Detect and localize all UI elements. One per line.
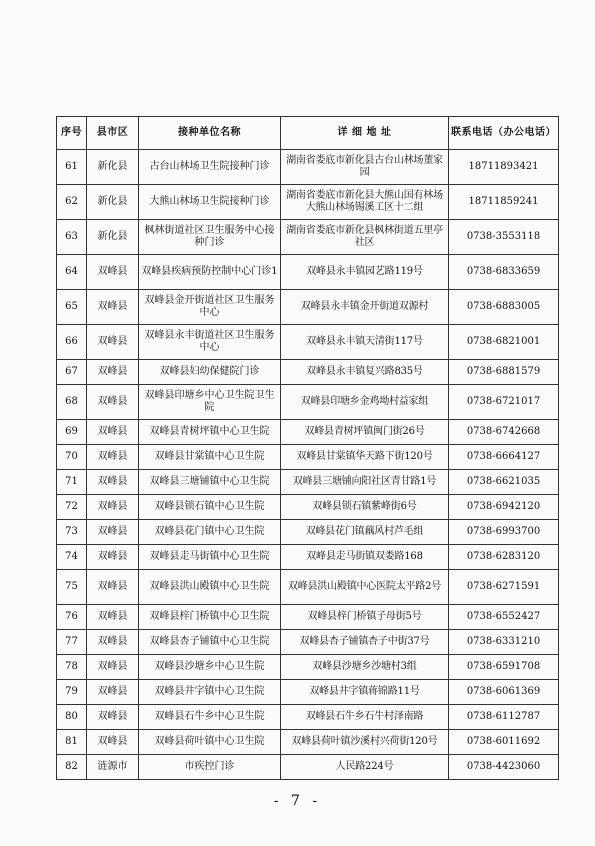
serial-no-cell: 64 bbox=[57, 255, 87, 290]
phone-cell: 0738-6331210 bbox=[449, 630, 559, 655]
table-row bbox=[57, 445, 559, 470]
serial-no-cell: 77 bbox=[57, 630, 87, 655]
header-unit-name: 接种单位名称 bbox=[139, 117, 281, 150]
address-cell: 双峰县印塘乡金鸡坳村益家组 bbox=[281, 385, 449, 420]
serial-no-cell: 81 bbox=[57, 730, 87, 755]
table-row bbox=[57, 470, 559, 495]
address-cell: 双峰县锁石镇紫峰街6号 bbox=[281, 495, 449, 520]
phone-cell: 0738-4423060 bbox=[449, 755, 559, 780]
county-cell: 双峰县 bbox=[87, 385, 139, 420]
address-cell: 湖南省娄底市新化县大熊山国有林场大熊山林场锡溪工区十二组 bbox=[281, 185, 449, 220]
phone-cell: 0738-6821001 bbox=[449, 325, 559, 360]
county-cell: 新化县 bbox=[87, 220, 139, 255]
serial-no-cell: 66 bbox=[57, 325, 87, 360]
unit-name-cell: 市疾控门诊 bbox=[139, 755, 281, 780]
address-cell: 双峰县永丰镇复兴路835号 bbox=[281, 360, 449, 385]
county-cell: 双峰县 bbox=[87, 605, 139, 630]
serial-no-cell: 65 bbox=[57, 290, 87, 325]
unit-name-cell: 双峰县井字镇中心卫生院 bbox=[139, 680, 281, 705]
county-cell: 双峰县 bbox=[87, 705, 139, 730]
phone-cell: 0738-6271591 bbox=[449, 570, 559, 605]
table-row bbox=[57, 255, 559, 290]
table-row bbox=[57, 545, 559, 570]
serial-no-cell: 71 bbox=[57, 470, 87, 495]
unit-name-cell: 双峰县金开街道社区卫生服务中心 bbox=[139, 290, 281, 325]
county-cell: 双峰县 bbox=[87, 325, 139, 360]
table-body bbox=[57, 150, 559, 780]
phone-cell: 0738-6664127 bbox=[449, 445, 559, 470]
table-row bbox=[57, 520, 559, 545]
unit-name-cell: 双峰县杏子铺镇中心卫生院 bbox=[139, 630, 281, 655]
table-row bbox=[57, 185, 559, 220]
phone-cell: 0738-6993700 bbox=[449, 520, 559, 545]
unit-name-cell: 双峰县花门镇中心卫生院 bbox=[139, 520, 281, 545]
unit-name-cell: 双峰县锁石镇中心卫生院 bbox=[139, 495, 281, 520]
table-row bbox=[57, 705, 559, 730]
table-row bbox=[57, 755, 559, 780]
phone-cell: 18711859241 bbox=[449, 185, 559, 220]
county-cell: 双峰县 bbox=[87, 470, 139, 495]
address-cell: 双峰县花门镇藕风村芦毛组 bbox=[281, 520, 449, 545]
address-cell: 双峰县永丰镇园艺路119号 bbox=[281, 255, 449, 290]
county-cell: 双峰县 bbox=[87, 520, 139, 545]
unit-name-cell: 双峰县永丰街道社区卫生服务中心 bbox=[139, 325, 281, 360]
table-row bbox=[57, 680, 559, 705]
table-row bbox=[57, 360, 559, 385]
serial-no-cell: 62 bbox=[57, 185, 87, 220]
serial-no-cell: 78 bbox=[57, 655, 87, 680]
address-cell: 双峰县永丰镇天清街117号 bbox=[281, 325, 449, 360]
address-cell: 双峰县走马街镇双娄路168 bbox=[281, 545, 449, 570]
serial-no-cell: 63 bbox=[57, 220, 87, 255]
phone-cell: 0738-6883005 bbox=[449, 290, 559, 325]
phone-cell: 0738-6942120 bbox=[449, 495, 559, 520]
phone-cell: 0738-6112787 bbox=[449, 705, 559, 730]
address-cell: 湖南省娄底市新化县枫林街道五里亭社区 bbox=[281, 220, 449, 255]
address-cell: 双峰县三塘铺向阳社区青甘路1号 bbox=[281, 470, 449, 495]
address-cell: 双峰县永丰镇金开街道双源村 bbox=[281, 290, 449, 325]
unit-name-cell: 双峰县疾病预防控制中心门诊1 bbox=[139, 255, 281, 290]
unit-name-cell: 大熊山林场卫生院接种门诊 bbox=[139, 185, 281, 220]
serial-no-cell: 69 bbox=[57, 420, 87, 445]
header-address: 详 细 地 址 bbox=[281, 117, 449, 150]
county-cell: 双峰县 bbox=[87, 730, 139, 755]
unit-name-cell: 双峰县三塘铺镇中心卫生院 bbox=[139, 470, 281, 495]
unit-name-cell: 双峰县青树坪镇中心卫生院 bbox=[139, 420, 281, 445]
phone-cell: 0738-6011692 bbox=[449, 730, 559, 755]
unit-name-cell: 古台山林场卫生院接种门诊 bbox=[139, 150, 281, 185]
phone-cell: 0738-6881579 bbox=[449, 360, 559, 385]
serial-no-cell: 68 bbox=[57, 385, 87, 420]
county-cell: 双峰县 bbox=[87, 360, 139, 385]
table-row bbox=[57, 605, 559, 630]
serial-no-cell: 61 bbox=[57, 150, 87, 185]
county-cell: 双峰县 bbox=[87, 420, 139, 445]
county-cell: 双峰县 bbox=[87, 570, 139, 605]
address-cell: 湖南省娄底市新化县古台山林场董家园 bbox=[281, 150, 449, 185]
phone-cell: 0738-6552427 bbox=[449, 605, 559, 630]
county-cell: 双峰县 bbox=[87, 630, 139, 655]
address-cell: 双峰县青树坪镇闽门街26号 bbox=[281, 420, 449, 445]
address-cell: 双峰县井字镇蒋锦路11号 bbox=[281, 680, 449, 705]
table-row bbox=[57, 730, 559, 755]
address-cell: 双峰县梓门桥镇子母街5号 bbox=[281, 605, 449, 630]
table-row bbox=[57, 150, 559, 185]
unit-name-cell: 双峰县印塘乡中心卫生院卫生院 bbox=[139, 385, 281, 420]
address-cell: 双峰县洪山殿镇中心医院太平路2号 bbox=[281, 570, 449, 605]
table-row bbox=[57, 570, 559, 605]
county-cell: 新化县 bbox=[87, 150, 139, 185]
table-row bbox=[57, 495, 559, 520]
phone-cell: 0738-6833659 bbox=[449, 255, 559, 290]
phone-cell: 0738-6721017 bbox=[449, 385, 559, 420]
serial-no-cell: 82 bbox=[57, 755, 87, 780]
address-cell: 人民路224号 bbox=[281, 755, 449, 780]
address-cell: 双峰县荷叶镇沙溪村兴荷街120号 bbox=[281, 730, 449, 755]
county-cell: 新化县 bbox=[87, 185, 139, 220]
serial-no-cell: 67 bbox=[57, 360, 87, 385]
unit-name-cell: 双峰县梓门桥镇中心卫生院 bbox=[139, 605, 281, 630]
unit-name-cell: 双峰县走马街镇中心卫生院 bbox=[139, 545, 281, 570]
header-serial-no: 序号 bbox=[57, 117, 87, 150]
phone-cell: 0738-3553118 bbox=[449, 220, 559, 255]
page-number: - 7 - bbox=[273, 793, 322, 809]
county-cell: 双峰县 bbox=[87, 290, 139, 325]
table-row bbox=[57, 325, 559, 360]
unit-name-cell: 枫林街道社区卫生服务中心接种门诊 bbox=[139, 220, 281, 255]
unit-name-cell: 双峰县甘棠镇中心卫生院 bbox=[139, 445, 281, 470]
address-cell: 双峰县甘棠镇华天路下街120号 bbox=[281, 445, 449, 470]
unit-name-cell: 双峰县妇幼保健院门诊 bbox=[139, 360, 281, 385]
serial-no-cell: 79 bbox=[57, 680, 87, 705]
table-header-row bbox=[57, 117, 559, 150]
table-row bbox=[57, 420, 559, 445]
county-cell: 涟源市 bbox=[87, 755, 139, 780]
county-cell: 双峰县 bbox=[87, 495, 139, 520]
serial-no-cell: 75 bbox=[57, 570, 87, 605]
county-cell: 双峰县 bbox=[87, 680, 139, 705]
serial-no-cell: 73 bbox=[57, 520, 87, 545]
address-cell: 双峰县石牛乡石牛村泽南路 bbox=[281, 705, 449, 730]
county-cell: 双峰县 bbox=[87, 255, 139, 290]
serial-no-cell: 80 bbox=[57, 705, 87, 730]
phone-cell: 0738-6742668 bbox=[449, 420, 559, 445]
vaccination-sites-table bbox=[56, 116, 559, 780]
unit-name-cell: 双峰县石牛乡中心卫生院 bbox=[139, 705, 281, 730]
unit-name-cell: 双峰县荷叶镇中心卫生院 bbox=[139, 730, 281, 755]
table-row bbox=[57, 655, 559, 680]
serial-no-cell: 76 bbox=[57, 605, 87, 630]
table-row bbox=[57, 385, 559, 420]
table-row bbox=[57, 220, 559, 255]
serial-no-cell: 70 bbox=[57, 445, 87, 470]
header-phone: 联系电话（办公电话） bbox=[449, 117, 559, 150]
unit-name-cell: 双峰县沙塘乡中心卫生院 bbox=[139, 655, 281, 680]
phone-cell: 0738-6621035 bbox=[449, 470, 559, 495]
address-cell: 双峰县沙塘乡沙塘村3组 bbox=[281, 655, 449, 680]
header-county: 县市区 bbox=[87, 117, 139, 150]
address-cell: 双峰县杏子铺镇杏子中街37号 bbox=[281, 630, 449, 655]
phone-cell: 0738-6283120 bbox=[449, 545, 559, 570]
phone-cell: 18711893421 bbox=[449, 150, 559, 185]
unit-name-cell: 双峰县洪山殿镇中心卫生院 bbox=[139, 570, 281, 605]
table-row bbox=[57, 290, 559, 325]
table-row bbox=[57, 630, 559, 655]
county-cell: 双峰县 bbox=[87, 655, 139, 680]
phone-cell: 0738-6591708 bbox=[449, 655, 559, 680]
county-cell: 双峰县 bbox=[87, 445, 139, 470]
county-cell: 双峰县 bbox=[87, 545, 139, 570]
phone-cell: 0738-6061369 bbox=[449, 680, 559, 705]
serial-no-cell: 74 bbox=[57, 545, 87, 570]
serial-no-cell: 72 bbox=[57, 495, 87, 520]
